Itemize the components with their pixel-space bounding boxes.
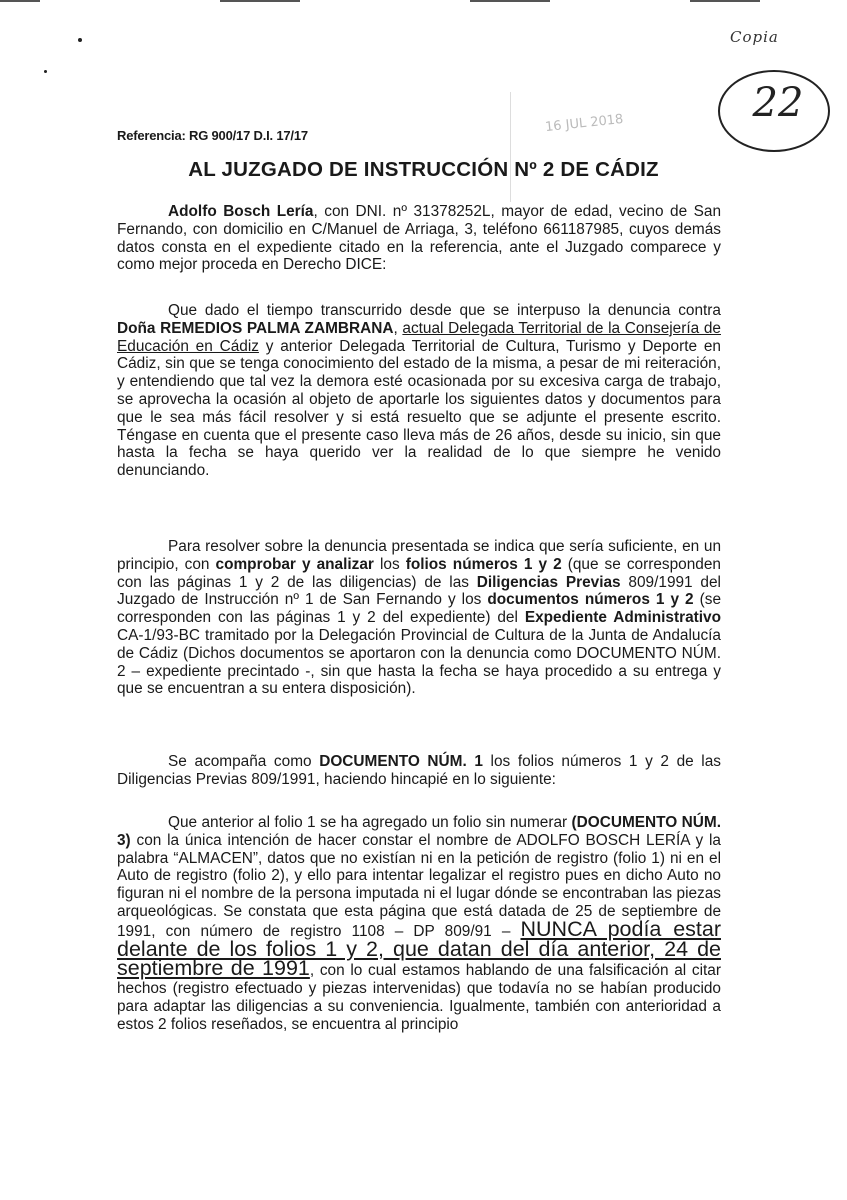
paragraph-text: y anterior Delegada Territorial de Cultura, Turismo y Deporte en Cádiz, sin que se tenga conocimiento del estado de la misma, a pesar de mi reiteración, y entendiendo que tal vez la demora esté ocasionada por su excesiva carga de trabajo, se aprovecha la ocasión al objeto de aportarle los siguientes datos y documentos para que le sea más fácil resolver y si está resuelto que se adjunte el presente escrito. Téngase en cuenta que el presente caso lleva más de 26 años, desde su inicio, sin que hasta la fecha se haya querido ver la realidad de lo que siempre he venido denunciando. — [117, 337, 721, 480]
paragraph-text: los folios números 1 y 2 de las Diligencias Previas 809/1991, haciendo hincapié en lo siguiente: — [117, 753, 721, 788]
reference-line: Referencia: RG 900/17 D.I. 17/17 — [117, 128, 308, 143]
emphasis-text: Diligencias Previas — [476, 573, 621, 591]
emphasis-text: documentos números 1 y 2 — [487, 591, 694, 609]
paragraph-document-1 — [117, 753, 721, 789]
paragraph-text: , con lo cual estamos hablando de una falsificación al citar hechos (registro efectuado y piezas intervenidas) que todavía no se habían producido para adaptar las diligencias a su conveniencia. Igualmente, también con anterioridad a estos 2 folios reseñados, se encuentra al principio — [117, 962, 721, 1033]
defendant-position: actual Delegada Territorial de la Consejería de Educación en Cádiz — [117, 319, 721, 355]
scan-artifact-line — [470, 0, 550, 2]
hole-punch-mark — [44, 70, 47, 73]
emphasis-text: (DOCUMENTO NÚM. 3) — [117, 814, 721, 849]
paragraph-text: CA-1/93-BC tramitado por la Delegación Provincial de Cultura de la Junta de Andalucía de Cádiz (Dichos documentos se aportaron con la denuncia como DOCUMENTO NÚM. 2 – expediente precintado -, sin que hasta la fecha se haya procedido a su entrega y que se encuentran a su entera disposición). — [117, 626, 721, 698]
paragraph-text: con la única intención de hacer constar el nombre de ADOLFO BOSCH LERÍA y la palabra “ALMACEN”, datos que no existían ni en la petición de registro (folio 1) ni en el Auto de registro (folio 2), y ello para intentar legalizar el registro pues en dicho Auto no figuran ni el nombre de la persona imputada ni el lugar dónde se encontraban las piezas arqueológicas. Se constata que esta página que está datada de 25 de septiembre de 1991, con número de registro 1108 – DP 809/91 – — [117, 831, 721, 940]
paragraph-appearance — [117, 203, 721, 274]
paragraph-text: (se corresponden con las páginas 1 y 2 del expediente) del — [117, 591, 722, 627]
paragraph-text: , con DNI. nº 31378252L, mayor de edad, vecino de San Fernando, con domicilio en C/Manuel de Arriaga, 3, teléfono 661187985, cuyos demás datos consta en el expediente citado en la referencia, ante el Juzgado comparece y como mejor proceda en Derecho DICE: — [117, 203, 722, 274]
defendant-name: Doña REMEDIOS PALMA ZAMBRANA — [117, 319, 394, 337]
hole-punch-mark — [78, 38, 82, 42]
document-title: AL JUZGADO DE INSTRUCCIÓN Nº 2 DE CÁDIZ — [188, 158, 659, 181]
emphasis-text: DOCUMENTO NÚM. 1 — [319, 753, 483, 770]
scan-artifact-line — [690, 0, 760, 2]
paragraph-text: Se acompaña como — [168, 753, 320, 770]
emphasis-text: folios números 1 y 2 — [405, 555, 562, 573]
paragraph-text: Que dado el tiempo transcurrido desde que se interpuso la denuncia contra — [168, 302, 721, 319]
scan-artifact-line — [220, 0, 300, 2]
paragraph-folio-analysis — [117, 814, 721, 1034]
paragraph-text: Para resolver sobre la denuncia presentada se indica que sería suficiente, en un principio, con — [117, 538, 721, 573]
paragraph-text: , — [393, 319, 403, 337]
received-date-stamp: 16 JUL 2018 — [544, 111, 625, 136]
paragraph-complaint — [117, 302, 721, 480]
plaintiff-name: Adolfo Bosch Lería — [168, 203, 314, 220]
paragraph-text: (que se corresponden con las páginas 1 y 2 de las diligencias) de las — [117, 555, 721, 591]
paragraph-text: los — [373, 555, 406, 573]
emphasis-text: Expediente Administrativo — [524, 609, 721, 627]
paragraph-text: 809/1991 del Juzgado de Instrucción nº 1 de San Fernando y los — [117, 573, 721, 609]
highlighted-claim: NUNCA podía estar delante de los folios 1 y 2, que datan del día anterior, 24 de septiembre de 1991 — [117, 916, 721, 981]
paragraph-resolution — [117, 538, 721, 698]
page-number: 22 — [752, 80, 804, 126]
emphasis-text: comprobar y analizar — [215, 555, 374, 573]
scan-artifact-line — [0, 0, 40, 2]
paragraph-text: Que anterior al folio 1 se ha agregado un folio sin numerar — [168, 814, 572, 831]
stamp-trace — [510, 92, 511, 202]
copia-handwritten-note: Copia — [730, 28, 779, 46]
